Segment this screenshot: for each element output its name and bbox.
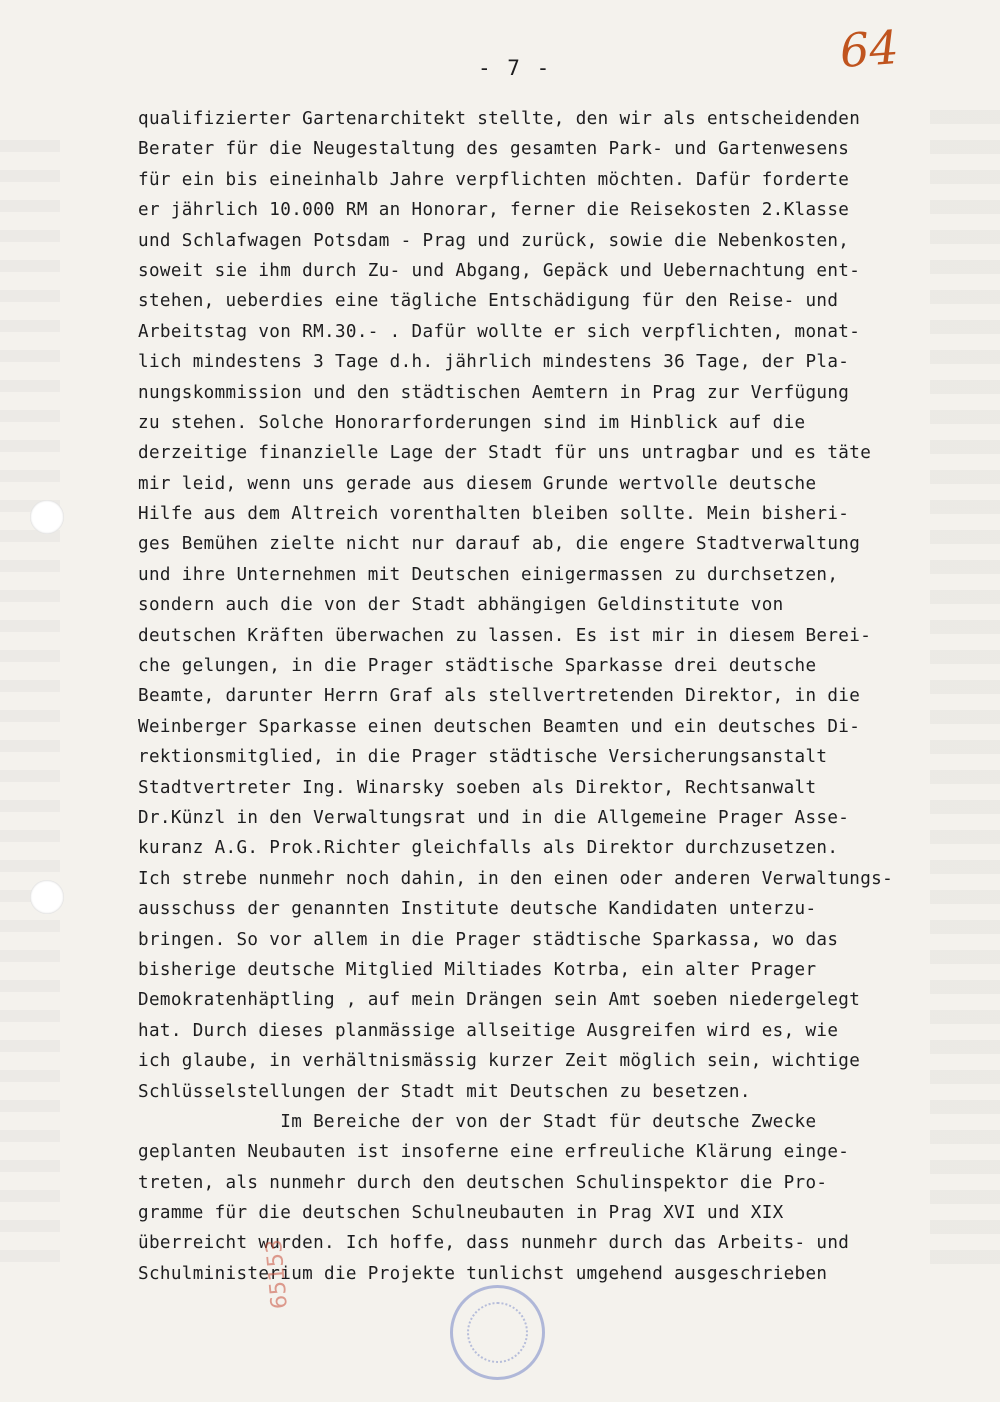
text-line: Hilfe aus dem Altreich vorenthalten bleiben sollte. Mein bisheri-: [138, 504, 850, 525]
text-line: lich mindestens 3 Tage d.h. jährlich mindestens 36 Tage, der Pla-: [138, 352, 850, 373]
text-line: derzeitige finanzielle Lage der Stadt für uns untragbar und es täte: [138, 443, 872, 464]
text-line: kuranz A.G. Prok.Richter gleichfalls als Direktor durchzusetzen.: [138, 838, 839, 859]
text-line: überreicht wurden. Ich hoffe, dass nunmehr durch das Arbeits- und: [138, 1233, 850, 1254]
punch-hole: [30, 880, 64, 914]
punch-hole: [30, 500, 64, 534]
archive-stamp: [450, 1285, 545, 1380]
text-line: deutschen Kräften überwachen zu lassen. Es ist mir in diesem Berei-: [138, 625, 872, 646]
text-line: qualifizierter Gartenarchitekt stellte, den wir als entscheidenden: [138, 109, 861, 129]
text-line: zu stehen. Solche Honorarforderungen sind im Hinblick auf die: [138, 412, 806, 433]
text-line: nungskommission und den städtischen Aemtern in Prag zur Verfügung: [138, 382, 850, 403]
text-line: che gelungen, in die Prager städtische Sparkasse drei deutsche: [138, 656, 817, 677]
archive-stamp-inner-ring: [467, 1302, 528, 1363]
text-line: für ein bis eineinhalb Jahre verpflichten möchten. Dafür forderte: [138, 169, 850, 190]
text-line: gramme für die deutschen Schulneubauten in Prag XVI und XIX: [138, 1203, 784, 1224]
archive-folio-number: 64: [838, 20, 901, 78]
text-line: ausschuss der genannten Institute deutsche Kandidaten unterzu-: [138, 899, 817, 920]
text-line: hat. Durch dieses planmässige allseitige Ausgreifen wird es, wie: [138, 1020, 839, 1041]
text-line: Arbeitstag von RM.30.- . Dafür wollte er sich verpflichten, monat-: [138, 321, 861, 342]
text-line: Dr.Künzl in den Verwaltungsrat und in die Allgemeine Prager Asse-: [138, 807, 850, 828]
text-line: Ich strebe nunmehr noch dahin, in den einen oder anderen Verwaltungs-: [138, 868, 894, 889]
text-line: Berater für die Neugestaltung des gesamten Park- und Gartenwesens: [138, 139, 850, 160]
text-line: treten, als nunmehr durch den deutschen Schulinspektor die Pro-: [138, 1172, 828, 1193]
text-line: mir leid, wenn uns gerade aus diesem Grunde wertvolle deutsche: [138, 473, 817, 494]
text-line: und ihre Unternehmen mit Deutschen einigermassen zu durchsetzen,: [138, 564, 839, 585]
text-line: Weinberger Sparkasse einen deutschen Beamten und ein deutsches Di-: [138, 716, 861, 737]
text-line: er jährlich 10.000 RM an Honorar, ferner die Reisekosten 2.Klasse: [138, 200, 850, 221]
text-line: Beamte, darunter Herrn Graf als stellvertretenden Direktor, in die: [138, 686, 861, 707]
text-line: geplanten Neubauten ist insoferne eine erfreuliche Klärung einge-: [138, 1142, 850, 1163]
stamp-number: 65153: [261, 1238, 293, 1310]
text-line: bringen. So vor allem in die Prager städtische Sparkassa, wo das: [138, 929, 839, 950]
text-line: rektionsmitglied, in die Prager städtische Versicherungsanstalt: [138, 747, 828, 768]
text-line: Schulministerium die Projekte tunlichst umgehend ausgeschrieben: [138, 1263, 828, 1284]
text-line: soweit sie ihm durch Zu- und Abgang, Gepäck und Uebernachtung ent-: [138, 260, 861, 281]
page-number: - 7 -: [478, 56, 552, 80]
body-text: [138, 104, 968, 1289]
text-line: Stadtvertreter Ing. Winarsky soeben als Direktor, Rechtsanwalt: [138, 777, 817, 798]
show-through-text-left: [0, 140, 60, 1270]
text-line: Schlüsselstellungen der Stadt mit Deutschen zu besetzen.: [138, 1081, 751, 1102]
text-line: ges Bemühen zielte nicht nur darauf ab, die engere Stadtverwaltung: [138, 534, 861, 555]
text-line: und Schlafwagen Potsdam - Prag und zurück, sowie die Nebenkosten,: [138, 230, 850, 251]
text-line: bisherige deutsche Mitglied Miltiades Kotrba, ein alter Prager: [138, 959, 817, 980]
text-line: Im Bereiche der von der Stadt für deutsche Zwecke: [138, 1111, 817, 1132]
text-line: Demokratenhäptling , auf mein Drängen sein Amt soeben niedergelegt: [138, 990, 861, 1011]
text-line: sondern auch die von der Stadt abhängigen Geldinstitute von: [138, 595, 784, 616]
text-line: stehen, ueberdies eine tägliche Entschädigung für den Reise- und: [138, 291, 839, 312]
text-line: ich glaube, in verhältnismässig kurzer Zeit möglich sein, wichtige: [138, 1051, 861, 1072]
